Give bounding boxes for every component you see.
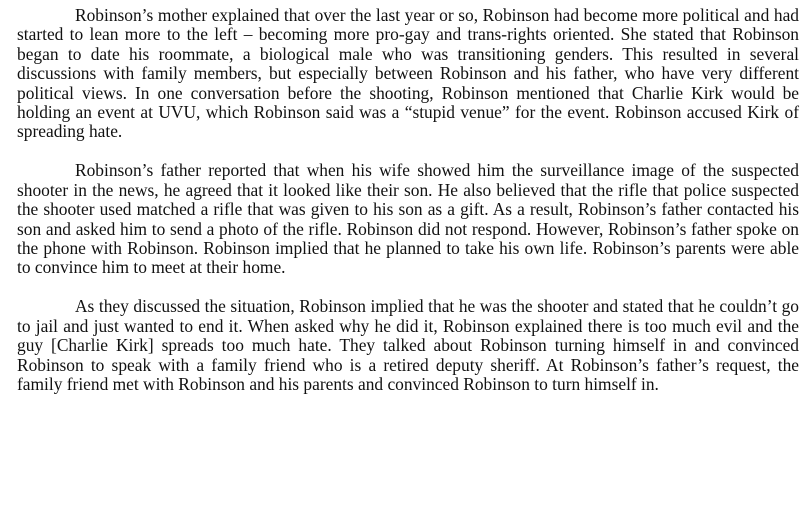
paragraph-mother-statement: Robinson’s mother explained that over the last year or so, Robinson had become more political and had started to lean more to the left – becoming more pro-gay and trans-rights oriented. She stated that Robinson began to date his roommate, a biological male who was transitioning genders. This resulted in several discussions with family members, but especially between Robinson and his father, who have very different political views. In one conversation before the shooting, Robinson mentioned that Charlie Kirk would be holding an event at UVU, which Robinson said was a “stupid venue” for the event. Robinson accused Kirk of spreading hate.: [17, 5, 799, 142]
document-page: [17, 6, 799, 395]
paragraph-father-report: Robinson’s father reported that when his wife showed him the surveillance image of the suspected shooter in the news, he agreed that it looked like their son. He also believed that the rifle that police suspected the shooter used matched a rifle that was given to his son as a gift. As a result, Robinson’s father contacted his son and asked him to send a photo of the rifle. Robinson did not respond. However, Robinson’s father spoke on the phone with Robinson. Robinson implied that he planned to take his own life. Robinson’s parents were able to convince him to meet at their home.: [17, 160, 799, 278]
paragraph-discussion: As they discussed the situation, Robinson implied that he was the shooter and stated that he couldn’t go to jail and just wanted to end it. When asked why he did it, Robinson explained there is too much evil and the guy [Charlie Kirk] spreads too much hate. They talked about Robinson turning himself in and convinced Robinson to speak with a family friend who is a retired deputy sheriff. At Robinson’s father’s request, the family friend met with Robinson and his parents and convinced Robinson to turn himself in.: [17, 296, 799, 395]
